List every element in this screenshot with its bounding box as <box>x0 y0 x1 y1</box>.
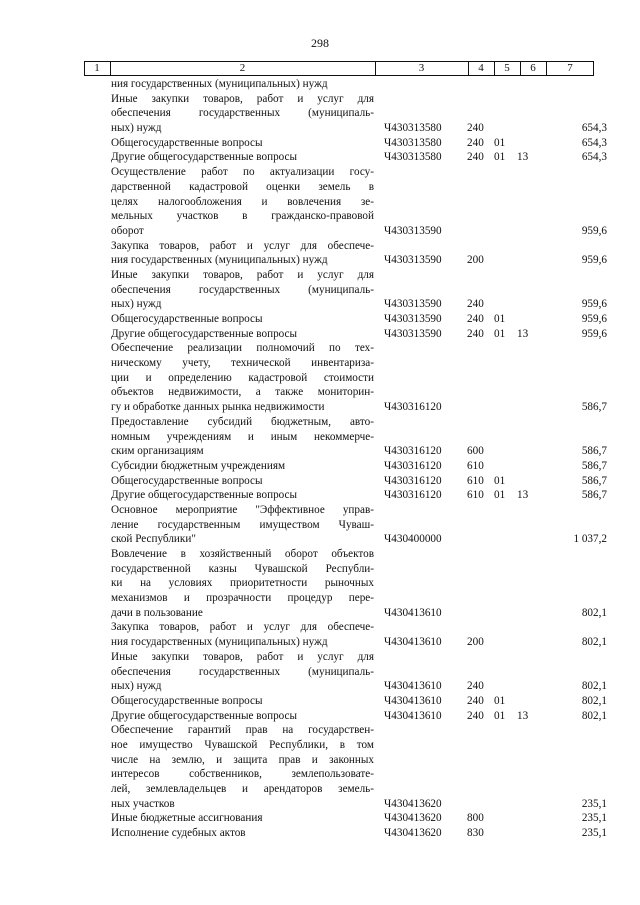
row-subsection: 13 <box>517 327 529 340</box>
row-expense-type: 240 <box>467 136 484 149</box>
row-description: Обеспечение гарантий прав на государствен- <box>111 724 374 737</box>
column-header-1: 1 <box>94 62 100 74</box>
row-expense-type: 600 <box>467 445 484 458</box>
row-amount: 654,3 <box>581 151 607 164</box>
row-description: номным учреждениям и иным некоммерче- <box>111 430 374 443</box>
row-amount: 586,7 <box>581 474 607 487</box>
row-description: целях налогообложения и вовлечения зе- <box>111 195 374 208</box>
row-expense-type: 610 <box>467 474 484 487</box>
row-amount: 802,1 <box>581 680 607 693</box>
table-row <box>0 253 640 268</box>
row-amount: 654,3 <box>581 122 607 135</box>
row-description: Иные закупки товаров, работ и услуг для <box>111 650 374 663</box>
row-target-code: Ч430313590 <box>384 298 442 311</box>
row-expense-type: 240 <box>467 327 484 340</box>
row-section: 01 <box>494 313 506 325</box>
row-expense-type: 240 <box>467 680 484 693</box>
table-row <box>0 341 640 356</box>
row-section: 01 <box>494 709 506 722</box>
row-target-code: Ч430413620 <box>384 812 442 825</box>
column-header-7: 7 <box>567 62 573 74</box>
row-description: ное имущество Чувашской Республики, в том <box>111 738 374 751</box>
table-row <box>0 371 640 386</box>
row-description: ки на условиях приоритетности рыночных <box>111 577 374 590</box>
row-description: Другие общегосударственные вопросы <box>111 327 298 340</box>
budget-table-body <box>0 77 640 841</box>
table-row <box>0 665 640 680</box>
row-description: интересов собственников, землепользовате- <box>111 768 374 781</box>
row-description: обеспечения государственных (муниципаль- <box>111 107 374 120</box>
row-amount: 959,6 <box>581 224 607 237</box>
row-section: 01 <box>494 327 506 340</box>
row-description: ния государственных (муниципальных) нужд <box>111 78 328 90</box>
table-row <box>0 635 640 650</box>
row-amount: 959,6 <box>581 327 607 340</box>
table-row <box>0 297 640 312</box>
table-row <box>0 136 640 151</box>
row-section: 01 <box>494 474 506 487</box>
row-target-code: Ч430316120 <box>384 445 442 458</box>
row-subsection: 13 <box>517 151 529 164</box>
table-row <box>0 121 640 136</box>
row-description: Иные закупки товаров, работ и услуг для <box>111 92 374 105</box>
table-row <box>0 782 640 797</box>
row-description: обеспечения государственных (муниципаль- <box>111 665 374 678</box>
table-row <box>0 738 640 753</box>
table-row <box>0 180 640 195</box>
row-section: 01 <box>494 151 506 164</box>
table-row <box>0 474 640 489</box>
row-subsection: 13 <box>517 709 529 722</box>
row-amount: 802,1 <box>581 606 607 619</box>
row-description: Исполнение судебных актов <box>111 827 246 840</box>
row-target-code: Ч430413610 <box>384 636 442 649</box>
row-expense-type: 240 <box>467 151 484 164</box>
row-amount: 802,1 <box>581 694 607 707</box>
table-row <box>0 532 640 547</box>
row-description: Основное мероприятие "Эффективное управ- <box>111 503 374 516</box>
table-row <box>0 723 640 738</box>
row-amount: 235,1 <box>581 797 607 810</box>
row-description: Предоставление субсидий бюджетным, авто- <box>111 415 374 428</box>
row-description: Обеспечение реализации полномочий по тех- <box>111 342 374 355</box>
row-target-code: Ч430316120 <box>384 401 442 414</box>
row-description: гу и обработке данных рынка недвижимости <box>111 401 325 414</box>
table-row <box>0 312 640 327</box>
row-amount: 586,7 <box>581 459 607 472</box>
row-description: Иные бюджетные ассигнования <box>111 812 263 825</box>
row-description: ским организациям <box>111 445 204 458</box>
row-description: ных участков <box>111 797 175 810</box>
row-description: механизмов и прозрачности процедур пере- <box>111 592 374 605</box>
column-header-4: 4 <box>478 62 484 74</box>
row-description: ление государственным имуществом Чуваш- <box>111 518 374 531</box>
row-target-code: Ч430313590 <box>384 224 442 237</box>
row-description: ской Республики" <box>111 533 196 546</box>
table-row <box>0 606 640 621</box>
row-expense-type: 200 <box>467 254 484 267</box>
table-row <box>0 430 640 445</box>
row-amount: 802,1 <box>581 636 607 649</box>
row-target-code: Ч430413610 <box>384 709 442 722</box>
row-target-code: Ч430413610 <box>384 694 442 707</box>
row-description: Другие общегосударственные вопросы <box>111 489 298 502</box>
row-amount: 235,1 <box>581 812 607 825</box>
row-description: Иные закупки товаров, работ и услуг для <box>111 268 374 281</box>
table-row <box>0 106 640 121</box>
table-row <box>0 268 640 283</box>
row-expense-type: 830 <box>467 827 484 840</box>
column-header-5: 5 <box>504 62 510 74</box>
table-row <box>0 709 640 724</box>
row-description: ных) нужд <box>111 122 162 135</box>
row-section: 01 <box>494 489 506 502</box>
row-description: ных) нужд <box>111 680 162 693</box>
row-description: Общегосударственные вопросы <box>111 313 263 325</box>
table-row <box>0 620 640 635</box>
row-description: Общегосударственные вопросы <box>111 136 263 149</box>
row-description: ции и определению кадастровой стоимости <box>111 371 374 384</box>
row-description: Вовлечение в хозяйственный оборот объектов <box>111 548 374 560</box>
table-row <box>0 400 640 415</box>
row-description: дачи в пользование <box>111 606 203 619</box>
table-row <box>0 459 640 474</box>
table-row <box>0 591 640 606</box>
table-row <box>0 503 640 518</box>
row-amount: 654,3 <box>581 136 607 149</box>
row-target-code: Ч430316120 <box>384 459 442 472</box>
row-amount: 959,6 <box>581 254 607 267</box>
row-amount: 802,1 <box>581 709 607 722</box>
row-amount: 959,6 <box>581 313 607 325</box>
row-description: государственной казны Чувашской Республи- <box>111 562 374 575</box>
table-row <box>0 562 640 577</box>
table-row <box>0 650 640 665</box>
row-description: ническому учету, технической инвентариза- <box>111 357 374 370</box>
row-amount: 235,1 <box>581 827 607 840</box>
column-header-3: 3 <box>418 62 425 74</box>
table-row <box>0 753 640 768</box>
table-row <box>0 826 640 841</box>
row-amount: 586,7 <box>581 445 607 458</box>
row-target-code: Ч430313590 <box>384 254 442 267</box>
table-row <box>0 283 640 298</box>
row-target-code: Ч430316120 <box>384 474 442 487</box>
row-description: Другие общегосударственные вопросы <box>111 151 298 164</box>
table-row <box>0 209 640 224</box>
table-row <box>0 547 640 562</box>
row-target-code: Ч430413610 <box>384 606 442 619</box>
table-row <box>0 239 640 254</box>
table-row <box>0 195 640 210</box>
table-row <box>0 576 640 591</box>
row-description: Осуществление работ по актуализации госу- <box>111 166 374 179</box>
row-expense-type: 800 <box>467 812 484 825</box>
row-target-code: Ч430316120 <box>384 489 442 502</box>
table-row <box>0 224 640 239</box>
row-description: ния государственных (муниципальных) нужд <box>111 254 328 267</box>
table-row <box>0 797 640 812</box>
row-target-code: Ч430313580 <box>384 122 442 135</box>
row-expense-type: 240 <box>467 122 484 135</box>
row-description: Общегосударственные вопросы <box>111 474 263 487</box>
table-row <box>0 415 640 430</box>
table-row <box>0 77 640 92</box>
table-row <box>0 679 640 694</box>
column-header-6: 6 <box>530 62 536 74</box>
row-description: обеспечения государственных (муниципаль- <box>111 283 374 296</box>
row-description: Общегосударственные вопросы <box>111 694 263 707</box>
table-row <box>0 165 640 180</box>
row-expense-type: 610 <box>467 489 484 502</box>
table-row <box>0 327 640 342</box>
table-row <box>0 518 640 533</box>
row-expense-type: 610 <box>467 459 484 472</box>
row-section: 01 <box>494 694 506 707</box>
row-description: Закупка товаров, работ и услуг для обеспече- <box>111 239 374 252</box>
table-row <box>0 356 640 371</box>
row-expense-type: 240 <box>467 298 484 311</box>
table-row <box>0 150 640 165</box>
row-description: Другие общегосударственные вопросы <box>111 709 298 722</box>
row-target-code: Ч430313580 <box>384 151 442 164</box>
row-target-code: Ч430413620 <box>384 797 442 810</box>
row-target-code: Ч430400000 <box>384 533 442 546</box>
row-subsection: 13 <box>517 489 529 502</box>
row-expense-type: 240 <box>467 709 484 722</box>
row-amount: 959,6 <box>581 298 607 311</box>
table-row <box>0 488 640 503</box>
row-amount: 586,7 <box>581 401 607 414</box>
row-expense-type: 200 <box>467 636 484 649</box>
table-row <box>0 767 640 782</box>
row-description: оборот <box>111 224 144 237</box>
table-row <box>0 92 640 107</box>
table-row <box>0 385 640 400</box>
row-description: Закупка товаров, работ и услуг для обеспече- <box>111 621 374 634</box>
row-description: дарственной кадастровой оценки земель в <box>111 180 374 193</box>
row-target-code: Ч430313590 <box>384 313 442 325</box>
page-number: 298 <box>311 36 329 50</box>
row-expense-type: 240 <box>467 694 484 707</box>
row-amount: 1 037,2 <box>573 533 607 546</box>
row-target-code: Ч430313580 <box>384 136 442 149</box>
row-description: лей, землевладельцев и арендаторов земель- <box>111 783 374 795</box>
row-description: объектов недвижимости, а также мониторин- <box>111 386 374 399</box>
row-target-code: Ч430413610 <box>384 680 442 693</box>
row-target-code: Ч430313590 <box>384 327 442 340</box>
table-row <box>0 694 640 709</box>
row-amount: 586,7 <box>581 489 607 502</box>
table-row <box>0 444 640 459</box>
row-description: мельных участков в гражданско-правовой <box>111 210 374 223</box>
row-section: 01 <box>494 136 506 149</box>
row-description: ния государственных (муниципальных) нужд <box>111 636 328 649</box>
row-expense-type: 240 <box>467 313 484 325</box>
row-description: ных) нужд <box>111 298 162 311</box>
row-target-code: Ч430413620 <box>384 827 442 840</box>
table-row <box>0 811 640 826</box>
column-header-2: 2 <box>239 62 246 74</box>
row-description: Субсидии бюджетным учреждениям <box>111 459 286 472</box>
table-header <box>84 61 594 76</box>
row-description: числе на землю, и защита прав и законных <box>111 753 374 766</box>
